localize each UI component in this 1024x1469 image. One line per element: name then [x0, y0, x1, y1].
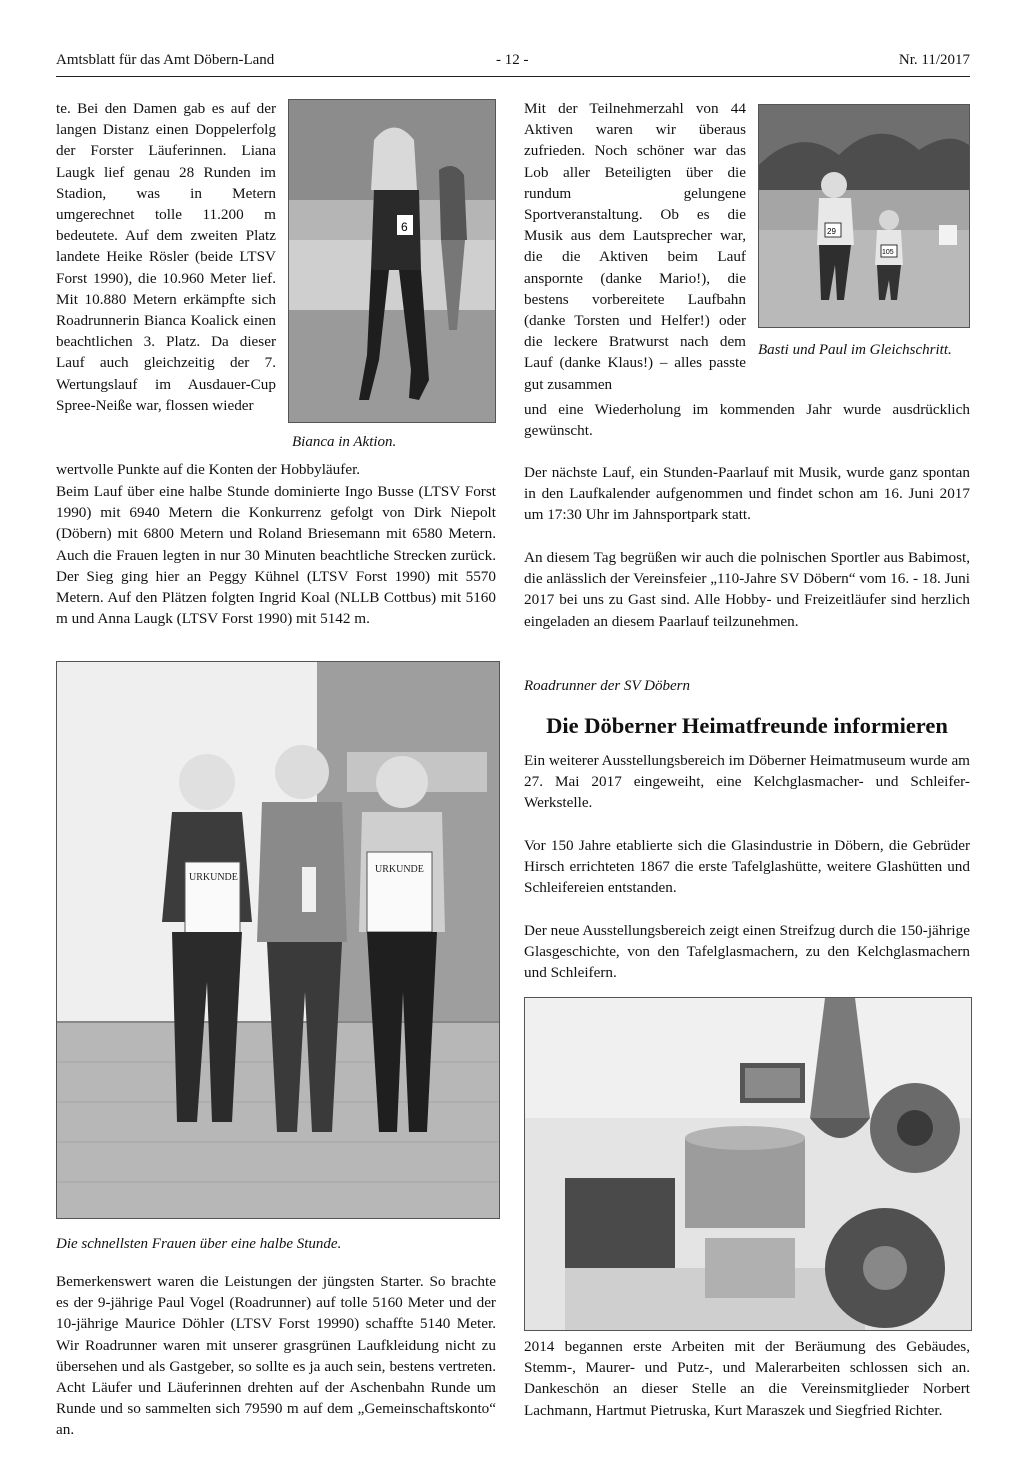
certificate-label-right: URKUNDE [375, 864, 424, 875]
photo-glass-workshop [524, 997, 972, 1331]
bib-number-paul: 105 [882, 249, 894, 256]
bib-number-bianca: 6 [401, 220, 408, 234]
article-paragraph-1-end: wertvolle Punkte auf die Konten der Hobbyläufer. [56, 461, 361, 478]
article-paragraph-2: Beim Lauf über eine halbe Stunde dominierte Ingo Busse (LTSV Forst 1990) mit 6940 Metern die Konkurrenz gefolgt von Dirk Niepolt (Döbern) mit 6800 Metern und Roland Briesemann mit 6580 Metern. Auch die Frauen legten in nur 30 Minuten beachtliche Strecken zurück. Der Sieg ging hier an Peggy Kühnel (LTSV Forst 1990) mit 5570 Metern. Auf den Plätzen folgten Ingrid Koal (NLLB Cottbus) mit 5160 m und Anna Laugk (LTSV Forst 1990) mit 5142 m. [56, 483, 496, 628]
bib-number-basti: 29 [827, 227, 836, 236]
article-right-paragraph-3: An diesem Tag begrüßen wir auch die polnischen Sportler aus Babimost, die anlässlich der Vereinsfeier „110-Jahre SV Döbern“ vom 16. - 18. Juni 2017 bei uns zu Gast sind. Alle Hobby- und Freizeitläufer sind herzlich eingeladen an diesem Paarlauf teilzunehmen. [524, 549, 970, 630]
article-right-paragraph-1-end: und eine Wiederholung im kommenden Jahr wurde ausdrücklich gewünscht. [524, 401, 970, 440]
article-right-paragraph-1: Mit der Teilnehmerzahl von 44 Aktiven waren wir überaus zufrieden. Noch schöner war das Lob aller Beteiligten über die rundum gelungene Sportveranstaltung. Ob es die Musik aus dem Lautsprecher war, die die Aktiven beim Lauf anspornte (danke Mario!), die bestens vorbereitete Laufbahn (danke Torsten und Helfer!) oder die leckere Bratwurst nach dem Lauf (danke Klaus!) – alles passte gut zusammen [524, 100, 746, 393]
header-publication: Amtsblatt für das Amt Döbern-Land [56, 52, 275, 68]
photo-fastest-women [56, 661, 500, 1219]
article-signature: Roadrunner der SV Döbern [524, 678, 690, 694]
photo-bianca [288, 99, 496, 423]
heimat-paragraph-2: Vor 150 Jahre etablierte sich die Glasindustrie in Döbern, die Gebrüder Hirsch errichteten 1867 die erste Tafelglashütte, weitere Glashütten und Schleifereien entstanden. [524, 837, 970, 897]
article-paragraph-3: Bemerkenswert waren die Leistungen der jüngsten Starter. So brachte es der 9-jährige Paul Vogel (Roadrunner) auf tolle 5160 Meter und der 10-jährige Maurice Döhler (LTSV Forst 19990) schaffte 5140 Meter. Wir Roadrunner waren mit unserer grasgrünen Laufkleidung nicht zu übersehen und als Gastgeber, so sollte es ja auch sein, bestens vertreten. Acht Läufer und Läuferinnen drehten auf der Aschenbahn Runde um Runde und so sammelten sich 79590 m auf dem „Gemeinschaftskonto“ an. [56, 1273, 496, 1439]
page-header [56, 50, 970, 72]
heimat-paragraph-4: 2014 begannen erste Arbeiten mit der Beräumung des Gebäudes, Stemm-, Maurer- und Putz-, und Malerarbeiten schlossen sich an. Dankeschön an dieser Stelle an die Vereinsmitglieder Norbert Lachmann, Hartmut Pietruska, Kurt Maraszek und Siegfried Richter. [524, 1338, 970, 1419]
header-rule [56, 76, 970, 77]
article-paragraph-1: te. Bei den Damen gab es auf der langen Distanz einen Doppelerfolg der Forster Läuferinnen. Liana Laugk lief genau 28 Runden im Stadion, was in Metern umgerechnet tolle 11.200 m bedeutete. Auf dem zweiten Platz landete Heike Rösler (beide LTSV Forst 1990), die 10.960 Meter lief. Mit 10.880 Metern erkämpfte sich Roadrunnerin Bianca Koalick einen beachtlichen 3. Platz. Da dieser Lauf auch gleichzeitig der 7. Wertungslauf im Ausdauer-Cup Spree-Neiße war, flossen wieder [56, 100, 276, 414]
caption-basti-paul: Basti und Paul im Gleichschritt. [758, 342, 952, 358]
photo-basti-paul [758, 104, 970, 328]
caption-bianca: Bianca in Aktion. [292, 434, 397, 450]
certificate-label-left: URKUNDE [189, 872, 238, 883]
header-page-number: - 12 - [496, 52, 529, 68]
heimat-paragraph-1: Ein weiterer Ausstellungsbereich im Döberner Heimatmuseum wurde am 27. Mai 2017 eingeweiht, eine Kelchglasmacher- und Schleifer-Werkstelle. [524, 752, 970, 812]
header-issue: Nr. 11/2017 [898, 52, 970, 68]
article-right-paragraph-2: Der nächste Lauf, ein Stunden-Paarlauf mit Musik, wurde ganz spontan in den Laufkalender aufgenommen und findet schon am 16. Juni 2017 um 17:30 Uhr im Jahnsportpark statt. [524, 464, 970, 524]
heimat-paragraph-3: Der neue Ausstellungsbereich zeigt einen Streifzug durch die 150-jährige Glasgeschichte, von den Tafelglasmachern, zu den Kelchglasmachern und Schleifern. [524, 922, 970, 982]
caption-fastest-women: Die schnellsten Frauen über eine halbe Stunde. [56, 1236, 342, 1252]
section-heading: Die Döberner Heimatfreunde informieren [546, 713, 948, 738]
